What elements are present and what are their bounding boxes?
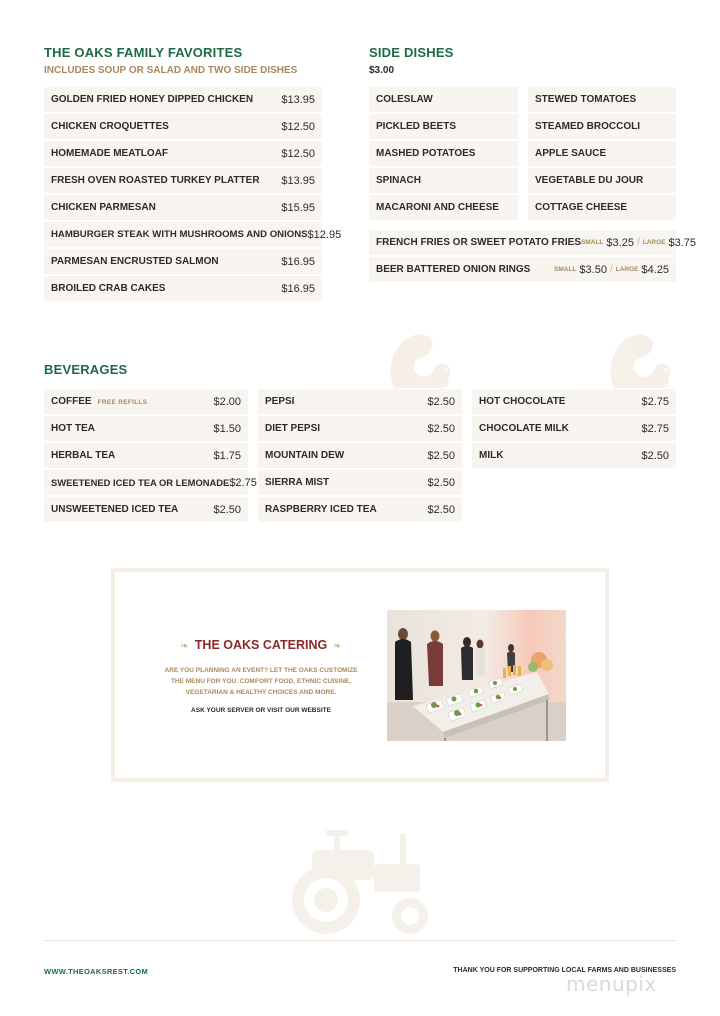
small-label: SMALL: [554, 266, 577, 273]
small-price: $3.25: [606, 236, 634, 249]
side-item: [528, 87, 676, 112]
beverages-title: BEVERAGES: [44, 362, 128, 377]
beverage-price: $1.75: [213, 449, 241, 462]
side-item-name: SPINACH: [376, 175, 422, 186]
catering-title: [163, 638, 359, 652]
small-label: SMALL: [581, 239, 604, 246]
menu-item: [44, 141, 322, 166]
catering-line: ARE YOU PLANNING AN EVENT? LET THE OAKS CUSTOMIZE: [164, 667, 358, 674]
ornament-icon: ❧: [180, 641, 189, 652]
beverage-item: [258, 443, 462, 468]
side-item-name: COLESLAW: [376, 94, 433, 105]
menu-item-name: BROILED CRAB CAKES: [51, 283, 166, 294]
menu-item-price: $12.95: [307, 228, 342, 241]
small-price: $3.50: [579, 263, 607, 276]
side-item-name: MACARONI AND CHEESE: [376, 202, 499, 213]
beverage-name: SWEETENED ICED TEA OR LEMONADE: [51, 477, 230, 488]
side-item-name: COTTAGE CHEESE: [535, 202, 628, 213]
side-item-name: FRENCH FRIES OR SWEET POTATO FRIES: [376, 237, 582, 248]
squirrel-icon: [604, 330, 676, 390]
beverage-name: RASPBERRY ICED TEA: [265, 504, 377, 515]
side-item: [369, 168, 518, 193]
beverage-item: [44, 443, 248, 468]
large-label: LARGE: [615, 266, 639, 273]
beverage-name: CHOCOLATE MILK: [479, 423, 569, 434]
side-item-name: STEAMED BROCCOLI: [535, 121, 640, 132]
side-item: [528, 114, 676, 139]
menu-item-name: HAMBURGER STEAK WITH MUSHROOMS AND ONIONS: [51, 229, 308, 240]
beverage-price: $2.50: [427, 422, 455, 435]
side-item: [528, 195, 676, 220]
catering-photo: [387, 610, 566, 741]
favorites-title: THE OAKS FAMILY FAVORITES: [44, 45, 243, 60]
beverage-price: $2.50: [641, 449, 669, 462]
menu-item-name: FRESH OVEN ROASTED TURKEY PLATTER: [51, 175, 260, 186]
beverage-price: $2.50: [427, 476, 455, 489]
side-item-name: PICKLED BEETS: [376, 121, 457, 132]
menu-item-price: $16.95: [281, 255, 315, 268]
menu-item: [44, 249, 322, 274]
side-item-name: BEER BATTERED ONION RINGS: [376, 264, 531, 275]
side-item-sized: [369, 257, 676, 282]
catering-panel: [111, 568, 609, 782]
beverage-name: UNSWEETENED ICED TEA: [51, 504, 179, 515]
side-item-name: VEGETABLE DU JOUR: [535, 175, 644, 186]
beverage-price: $2.75: [641, 395, 669, 408]
beverage-name: DIET PEPSI: [265, 423, 321, 434]
menu-item-name: PARMESAN ENCRUSTED SALMON: [51, 256, 219, 267]
beverage-name: HOT CHOCOLATE: [479, 396, 566, 407]
beverage-note: FREE REFILLS: [97, 399, 148, 406]
catering-line: VEGETARIAN & HEALTHY CHOICES AND MORE.: [185, 689, 337, 696]
menu-item: [44, 195, 322, 220]
size-separator: /: [636, 237, 640, 248]
beverage-price: $2.50: [427, 395, 455, 408]
large-price: $3.75: [668, 236, 696, 249]
menu-item-name: HOMEMADE MEATLOAF: [51, 148, 169, 159]
beverage-price: $2.75: [641, 422, 669, 435]
catering-ask: ASK YOUR SERVER OR VISIT OUR WEBSITE: [191, 707, 331, 714]
side-item: [528, 141, 676, 166]
beverage-item: [258, 389, 462, 414]
menu-item-name: CHICKEN CROQUETTES: [51, 121, 169, 132]
side-item: [369, 141, 518, 166]
side-item-sized: [369, 230, 696, 255]
beverage-name: HOT TEA: [51, 423, 95, 434]
side-item-name: APPLE SAUCE: [535, 148, 607, 159]
beverage-item: [472, 416, 676, 441]
footer-thanks: THANK YOU FOR SUPPORTING LOCAL FARMS AND BUSINESSES: [453, 967, 676, 974]
catering-description: [153, 665, 369, 698]
squirrel-icon: [384, 330, 456, 390]
beverage-item: [258, 497, 462, 522]
beverage-item: [44, 416, 248, 441]
size-separator: /: [609, 264, 613, 275]
beverage-item: [258, 470, 462, 495]
beverage-item: [258, 416, 462, 441]
beverage-item: [44, 497, 248, 522]
beverage-name: SIERRA MIST: [265, 477, 330, 488]
large-label: LARGE: [642, 239, 666, 246]
beverage-item: [44, 470, 257, 495]
side-item: [528, 168, 676, 193]
menu-item: [44, 114, 322, 139]
side-item-name: MASHED POTATOES: [376, 148, 476, 159]
sides-title: SIDE DISHES: [369, 45, 454, 60]
side-item-name: STEWED TOMATOES: [535, 94, 637, 105]
beverage-price: $2.00: [213, 395, 241, 408]
menu-item-name: CHICKEN PARMESAN: [51, 202, 156, 213]
side-item: [369, 195, 518, 220]
menu-item-price: $12.50: [281, 147, 315, 160]
catering-title-text: THE OAKS CATERING: [194, 638, 328, 652]
tractor-icon: [290, 826, 432, 938]
beverage-name: PEPSI: [265, 396, 295, 407]
website-link[interactable]: WWW.THEOAKSREST.COM: [44, 967, 149, 976]
menu-item: [44, 222, 342, 247]
menu-item-price: $12.50: [281, 120, 315, 133]
beverage-price: $2.50: [213, 503, 241, 516]
beverage-name: HERBAL TEA: [51, 450, 116, 461]
menu-item-name: GOLDEN FRIED HONEY DIPPED CHICKEN: [51, 94, 254, 105]
side-item: [369, 114, 518, 139]
menu-item-price: $15.95: [281, 201, 315, 214]
ornament-icon: ❧: [333, 641, 342, 652]
footer-divider: [44, 940, 676, 941]
menu-item: [44, 168, 322, 193]
beverage-price: $2.75: [229, 476, 257, 489]
menu-item: [44, 87, 322, 112]
sides-price: $3.00: [369, 65, 395, 76]
catering-line: THE MENU FOR YOU. COMFORT FOOD, ETHNIC CUISINE,: [170, 678, 352, 685]
menu-item-price: $13.95: [281, 93, 315, 106]
beverage-item: [472, 389, 676, 414]
beverage-name: MILK: [479, 450, 504, 461]
large-price: $4.25: [641, 263, 669, 276]
beverage-price: $2.50: [427, 503, 455, 516]
beverage-price: $2.50: [427, 449, 455, 462]
favorites-subtitle: INCLUDES SOUP OR SALAD AND TWO SIDE DISHES: [44, 65, 298, 76]
side-item: [369, 87, 518, 112]
beverage-label: COFFEE: [51, 396, 92, 407]
beverage-name: [51, 396, 213, 407]
menu-item: [44, 276, 322, 301]
beverage-item: [44, 389, 248, 414]
menu-item-price: $16.95: [281, 282, 315, 295]
beverage-price: $1.50: [213, 422, 241, 435]
beverage-name: MOUNTAIN DEW: [265, 450, 345, 461]
menu-item-price: $13.95: [281, 174, 315, 187]
beverage-item: [472, 443, 676, 468]
menupix-watermark: menupix: [566, 972, 657, 996]
